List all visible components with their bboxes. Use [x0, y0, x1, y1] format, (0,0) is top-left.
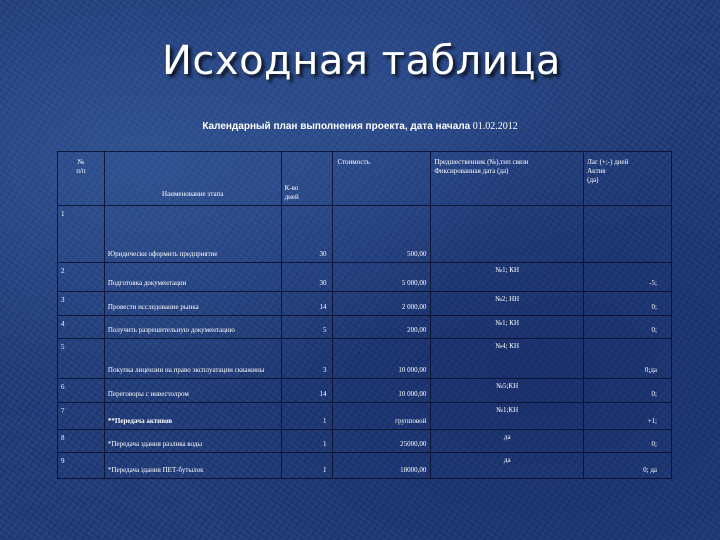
table-row [58, 339, 672, 379]
table-caption [0, 121, 720, 132]
table-row [58, 316, 672, 339]
predecessor: №5;КН [431, 379, 584, 403]
table-row [58, 379, 672, 403]
stage-name: Получить разрешительную документацию [104, 316, 281, 339]
lag-value: 0; [584, 292, 672, 316]
header-lag-line1: Лаг (+;-) дней [587, 158, 629, 166]
schedule-table [57, 151, 672, 479]
days-count: 30 [281, 206, 332, 263]
header-number-line2: п/п [76, 167, 86, 175]
header-cost: Стоимость [332, 152, 431, 206]
predecessor: да [431, 430, 584, 453]
stage-name: Подготовка документации [104, 263, 281, 292]
table-header-row [58, 152, 672, 206]
row-number: 4 [58, 316, 105, 339]
days-count: 1 [281, 430, 332, 453]
table-caption-text: Календарный план выполнения проекта, дата начала [202, 121, 471, 132]
header-days [281, 152, 332, 206]
cost-value: 18000,00 [332, 453, 431, 479]
days-count: 3 [281, 339, 332, 379]
table-row [58, 206, 672, 263]
cost-value: 500,00 [332, 206, 431, 263]
predecessor: №2; НН [431, 292, 584, 316]
table-row [58, 263, 672, 292]
lag-value: 0;да [584, 339, 672, 379]
table-row [58, 292, 672, 316]
table-row [58, 403, 672, 430]
cost-value: 200,00 [332, 316, 431, 339]
predecessor: №4; КН [431, 339, 584, 379]
days-count: 14 [281, 292, 332, 316]
cost-value: 2 000,00 [332, 292, 431, 316]
lag-value: +1; [584, 403, 672, 430]
stage-name: *Передача здания ПЕТ-бутылок [104, 453, 281, 479]
header-days-line1: К-во [284, 184, 299, 192]
header-lag [584, 152, 672, 206]
row-number: 8 [58, 430, 105, 453]
header-predecessor-line1: Предшественник (№),тип связи [434, 158, 529, 166]
stage-name: *Передача здания разлива воды [104, 430, 281, 453]
row-number: 2 [58, 263, 105, 292]
lag-value [584, 206, 672, 263]
row-number: 6 [58, 379, 105, 403]
cost-value: 10 000,00 [332, 339, 431, 379]
stage-name: Юридически оформить предприятие [104, 206, 281, 263]
row-number: 9 [58, 453, 105, 479]
header-lag-line3: (да) [587, 176, 599, 184]
days-count: 1 [281, 403, 332, 430]
row-number: 5 [58, 339, 105, 379]
start-date: 01.02.2012 [472, 121, 518, 132]
header-days-line2: дней [284, 193, 299, 201]
predecessor: №1; КН [431, 316, 584, 339]
table-row [58, 453, 672, 479]
header-stage-name: Наименование этапа [104, 152, 281, 206]
cost-value: групповой [332, 403, 431, 430]
row-number: 1 [58, 206, 105, 263]
predecessor: №1;КН [431, 403, 584, 430]
days-count: 14 [281, 379, 332, 403]
cost-value: 25000,00 [332, 430, 431, 453]
stage-name: Провести исследование рынка [104, 292, 281, 316]
row-number: 7 [58, 403, 105, 430]
lag-value: 0; [584, 379, 672, 403]
lag-value: 0; [584, 316, 672, 339]
cost-value: 10 000,00 [332, 379, 431, 403]
days-count: 30 [281, 263, 332, 292]
header-number-line1: № [77, 158, 85, 166]
predecessor: №1; КН [431, 263, 584, 292]
table-row [58, 430, 672, 453]
predecessor: да [431, 453, 584, 479]
header-number [58, 152, 105, 206]
cost-value: 5 000,00 [332, 263, 431, 292]
slide-title: Исходная таблица [162, 38, 561, 84]
lag-value: 0; [584, 430, 672, 453]
header-predecessor-line2: Фиксированная дата (да) [434, 167, 509, 175]
header-predecessor [431, 152, 584, 206]
predecessor [431, 206, 584, 263]
stage-name: **Передача активов [104, 403, 281, 430]
header-lag-line2: Актив [587, 167, 606, 175]
stage-name: Покупка лицензии на право эксплуатации скважины [104, 339, 281, 379]
stage-name: Переговоры с инвестолром [104, 379, 281, 403]
lag-value: 0; да [584, 453, 672, 479]
days-count: 1 [281, 453, 332, 479]
row-number: 3 [58, 292, 105, 316]
lag-value: -5; [584, 263, 672, 292]
days-count: 5 [281, 316, 332, 339]
